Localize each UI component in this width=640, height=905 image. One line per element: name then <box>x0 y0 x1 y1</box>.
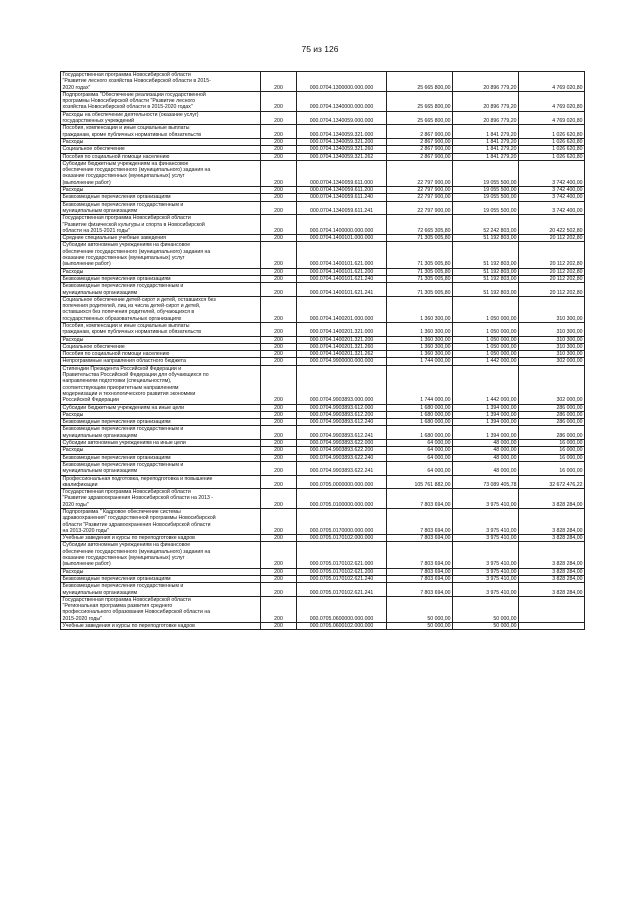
table-row <box>61 187 585 194</box>
cell-expense-name: Безвозмездные перечисления организациям <box>61 194 261 201</box>
cell-expense-name: Безвозмездные перечисления организациям <box>61 419 261 426</box>
cell-approved-amount: 25 665 800,00 <box>387 111 453 125</box>
cell-admin-code: 200 <box>261 153 297 160</box>
cell-approved-amount: 64 000,00 <box>387 447 453 454</box>
cell-remaining-amount: 1 026 620,80 <box>519 138 585 145</box>
cell-executed-amount: 1 394 000,00 <box>453 411 519 418</box>
cell-admin-code: 200 <box>261 542 297 568</box>
cell-approved-amount: 7 803 694,00 <box>387 575 453 582</box>
cell-remaining-amount: 3 828 284,00 <box>519 575 585 582</box>
cell-approved-amount: 71 305 005,80 <box>387 268 453 275</box>
cell-classification-code: 000.0704.9903893.612.200 <box>297 411 387 418</box>
cell-expense-name: Субсидии автономным учреждениям на финансовое обеспечение государственного (муниципального) задания на оказание государственных (муниципальных) услуг (выполнение работ) <box>61 242 261 268</box>
cell-executed-amount: 3 975 410,00 <box>453 568 519 575</box>
cell-classification-code: 000.0705.0600102.000.000 <box>297 623 387 630</box>
cell-approved-amount: 22 797 900,00 <box>387 201 453 215</box>
cell-admin-code: 200 <box>261 419 297 426</box>
cell-classification-code: 000.0704.1340059.611.000 <box>297 160 387 186</box>
table-row <box>61 283 585 297</box>
cell-classification-code: 000.0704.1340059.321.200 <box>297 138 387 145</box>
cell-classification-code: 000.0705.0100000.000.000 <box>297 489 387 509</box>
cell-executed-amount: 3 975 410,00 <box>453 575 519 582</box>
cell-remaining-amount: 1 026 620,80 <box>519 153 585 160</box>
table-row <box>61 542 585 568</box>
cell-executed-amount: 48 000,00 <box>453 461 519 475</box>
cell-admin-code: 200 <box>261 454 297 461</box>
cell-classification-code: 000.0704.1400101.621.200 <box>297 268 387 275</box>
cell-executed-amount: 51 192 803,00 <box>453 268 519 275</box>
cell-classification-code: 000.0704.1340059.000.000 <box>297 111 387 125</box>
cell-executed-amount: 1 394 000,00 <box>453 419 519 426</box>
cell-admin-code: 200 <box>261 426 297 440</box>
cell-remaining-amount: 3 828 284,00 <box>519 489 585 509</box>
table-row <box>61 509 585 535</box>
cell-admin-code: 200 <box>261 351 297 358</box>
cell-expense-name: Пособия по социальной помощи населению <box>61 153 261 160</box>
cell-classification-code: 000.0704.1400101.621.241 <box>297 283 387 297</box>
cell-executed-amount: 20 896 779,20 <box>453 111 519 125</box>
cell-admin-code: 200 <box>261 187 297 194</box>
table-row <box>61 404 585 411</box>
cell-approved-amount: 105 761 882,00 <box>387 475 453 489</box>
cell-expense-name: Субсидии автономным учреждениям на финансовое обеспечение государственного (муниципального) задания на оказание государственных (муниципальных) услуг (выполнение работ) <box>61 542 261 568</box>
cell-classification-code: 000.0704.1400201.000.000 <box>297 296 387 322</box>
cell-approved-amount: 7 803 694,00 <box>387 542 453 568</box>
table-row <box>61 623 585 630</box>
cell-expense-name: Безвозмездные перечисления организациям <box>61 454 261 461</box>
cell-classification-code: 000.0704.1400101.621.240 <box>297 275 387 282</box>
cell-executed-amount: 51 192 803,00 <box>453 275 519 282</box>
cell-executed-amount: 51 192 803,00 <box>453 235 519 242</box>
cell-expense-name: Безвозмездные перечисления государственным и муниципальным организациям <box>61 426 261 440</box>
cell-executed-amount: 1 394 000,00 <box>453 426 519 440</box>
table-row <box>61 336 585 343</box>
cell-executed-amount: 1 050 000,00 <box>453 343 519 350</box>
cell-remaining-amount: 3 828 284,00 <box>519 509 585 535</box>
cell-classification-code: 000.0704.1400201.321.200 <box>297 336 387 343</box>
cell-expense-name: Подпрограмма " Кадровое обеспечение системы здравоохранения" государственной программы Новосибирской области "Развитие здравоохранения Новосибирской области на 2013-2020 годы" <box>61 509 261 535</box>
cell-expense-name: Государственная программа Новосибирской области "Развитие здравоохранения Новосибирской области на 2013 - 2020 годы" <box>61 489 261 509</box>
cell-expense-name: Субсидии автономным учреждениям на иные цели <box>61 440 261 447</box>
cell-admin-code: 200 <box>261 475 297 489</box>
cell-classification-code: 000.0704.1340059.611.241 <box>297 201 387 215</box>
cell-approved-amount: 71 305 005,80 <box>387 275 453 282</box>
cell-admin-code: 200 <box>261 509 297 535</box>
cell-classification-code: 000.0704.9900000.000.000 <box>297 358 387 365</box>
cell-remaining-amount: 310 300,00 <box>519 322 585 336</box>
cell-expense-name: Субсидии бюджетным учреждениям на иные цели <box>61 404 261 411</box>
cell-approved-amount: 7 803 694,00 <box>387 583 453 597</box>
cell-approved-amount: 71 305 005,80 <box>387 235 453 242</box>
cell-classification-code: 000.0704.9903893.000.000 <box>297 365 387 404</box>
cell-admin-code: 200 <box>261 283 297 297</box>
cell-approved-amount: 25 665 800,00 <box>387 72 453 92</box>
table-row <box>61 111 585 125</box>
table-row <box>61 322 585 336</box>
cell-remaining-amount: 1 026 620,80 <box>519 125 585 139</box>
cell-expense-name: Расходы на обеспечение деятельности (оказание услуг) государственных учреждений <box>61 111 261 125</box>
cell-admin-code: 200 <box>261 461 297 475</box>
table-row <box>61 138 585 145</box>
cell-remaining-amount: 20 422 502,80 <box>519 215 585 235</box>
cell-executed-amount: 52 242 803,00 <box>453 215 519 235</box>
cell-classification-code: 000.0704.1400201.321.262 <box>297 351 387 358</box>
cell-admin-code: 200 <box>261 91 297 111</box>
cell-expense-name: Учебные заведения и курсы по переподготовке кадров <box>61 623 261 630</box>
cell-classification-code: 000.0704.9903893.622.200 <box>297 447 387 454</box>
cell-expense-name: Безвозмездные перечисления государственным и муниципальным организациям <box>61 461 261 475</box>
cell-executed-amount: 20 896 779,20 <box>453 72 519 92</box>
table-row <box>61 365 585 404</box>
cell-expense-name: Пособия по социальной помощи населению <box>61 351 261 358</box>
cell-executed-amount: 19 055 500,00 <box>453 201 519 215</box>
cell-classification-code: 000.0704.1340059.611.200 <box>297 187 387 194</box>
cell-expense-name: Расходы <box>61 268 261 275</box>
cell-executed-amount: 1 050 000,00 <box>453 296 519 322</box>
table-row <box>61 489 585 509</box>
cell-expense-name: Социальное обеспечение <box>61 343 261 350</box>
cell-executed-amount: 1 050 000,00 <box>453 322 519 336</box>
cell-approved-amount: 7 803 694,00 <box>387 568 453 575</box>
cell-approved-amount: 1 744 000,00 <box>387 365 453 404</box>
cell-executed-amount: 50 000,00 <box>453 623 519 630</box>
table-row <box>61 568 585 575</box>
cell-remaining-amount: 16 000,00 <box>519 454 585 461</box>
cell-executed-amount: 1 394 000,00 <box>453 404 519 411</box>
cell-classification-code: 000.0705.0170102.000.000 <box>297 535 387 542</box>
cell-classification-code: 000.0704.1340059.321.000 <box>297 125 387 139</box>
cell-admin-code: 200 <box>261 411 297 418</box>
cell-expense-name: Подпрограмма "Обеспечение реализации государственной программы Новосибирской области "Развитие лесного хозяйства Новосибирской области в 2015-2020 годах" <box>61 91 261 111</box>
cell-expense-name: Государственная программа Новосибирской области "Развитие лесного хозяйства Новосибирской области в 2015- 2020 годах" <box>61 72 261 92</box>
page-number: 75 из 126 <box>301 44 339 54</box>
cell-approved-amount: 1 680 000,00 <box>387 419 453 426</box>
cell-classification-code: 000.0704.1340059.321.262 <box>297 153 387 160</box>
cell-classification-code: 000.0705.0000000.000.000 <box>297 475 387 489</box>
cell-approved-amount: 1 360 300,00 <box>387 322 453 336</box>
cell-approved-amount: 2 867 900,00 <box>387 146 453 153</box>
cell-remaining-amount: 310 300,00 <box>519 296 585 322</box>
cell-executed-amount: 19 055 500,00 <box>453 160 519 186</box>
table-row <box>61 201 585 215</box>
cell-expense-name: Социальное обеспечение <box>61 146 261 153</box>
table-row <box>61 447 585 454</box>
cell-remaining-amount: 3 828 284,00 <box>519 568 585 575</box>
cell-admin-code: 200 <box>261 138 297 145</box>
cell-approved-amount: 22 797 900,00 <box>387 194 453 201</box>
cell-classification-code: 000.0705.0170102.621.240 <box>297 575 387 582</box>
cell-admin-code: 200 <box>261 322 297 336</box>
cell-remaining-amount: 3 742 400,00 <box>519 160 585 186</box>
cell-expense-name: Расходы <box>61 447 261 454</box>
table-row <box>61 125 585 139</box>
cell-admin-code: 200 <box>261 242 297 268</box>
cell-expense-name: Расходы <box>61 411 261 418</box>
cell-admin-code: 200 <box>261 583 297 597</box>
cell-admin-code: 200 <box>261 623 297 630</box>
cell-approved-amount: 64 000,00 <box>387 454 453 461</box>
cell-remaining-amount <box>519 596 585 622</box>
cell-admin-code: 200 <box>261 358 297 365</box>
cell-approved-amount: 22 797 900,00 <box>387 187 453 194</box>
table-row <box>61 583 585 597</box>
cell-remaining-amount: 4 769 020,80 <box>519 72 585 92</box>
budget-table-body <box>61 72 585 630</box>
cell-classification-code: 000.0704.9903893.622.241 <box>297 461 387 475</box>
cell-executed-amount: 1 841 279,20 <box>453 125 519 139</box>
cell-remaining-amount: 16 000,00 <box>519 461 585 475</box>
cell-admin-code: 200 <box>261 72 297 92</box>
cell-approved-amount: 1 360 300,00 <box>387 343 453 350</box>
cell-classification-code: 000.0705.0170000.000.000 <box>297 509 387 535</box>
cell-executed-amount: 19 055 500,00 <box>453 187 519 194</box>
cell-remaining-amount: 1 026 620,80 <box>519 146 585 153</box>
cell-approved-amount: 7 803 694,00 <box>387 509 453 535</box>
cell-expense-name: Безвозмездные перечисления организациям <box>61 275 261 282</box>
cell-remaining-amount: 286 000,00 <box>519 404 585 411</box>
cell-admin-code: 200 <box>261 146 297 153</box>
cell-approved-amount: 64 000,00 <box>387 461 453 475</box>
cell-executed-amount: 1 050 000,00 <box>453 351 519 358</box>
cell-approved-amount: 50 000,00 <box>387 623 453 630</box>
cell-remaining-amount: 302 000,00 <box>519 358 585 365</box>
cell-approved-amount: 2 867 900,00 <box>387 125 453 139</box>
cell-approved-amount: 1 360 300,00 <box>387 336 453 343</box>
cell-executed-amount: 3 975 410,00 <box>453 535 519 542</box>
cell-classification-code: 000.0705.0170102.621.200 <box>297 568 387 575</box>
table-row <box>61 440 585 447</box>
cell-classification-code: 000.0705.0170102.621.000 <box>297 542 387 568</box>
cell-executed-amount: 50 000,00 <box>453 596 519 622</box>
cell-admin-code: 200 <box>261 440 297 447</box>
cell-executed-amount: 20 896 779,20 <box>453 91 519 111</box>
cell-remaining-amount: 3 828 284,00 <box>519 542 585 568</box>
cell-admin-code: 200 <box>261 275 297 282</box>
cell-classification-code: 000.0704.1400000.000.000 <box>297 215 387 235</box>
cell-remaining-amount: 32 672 476,22 <box>519 475 585 489</box>
cell-remaining-amount: 310 300,00 <box>519 343 585 350</box>
cell-admin-code: 200 <box>261 111 297 125</box>
cell-classification-code: 000.0704.1300000.000.000 <box>297 72 387 92</box>
table-row <box>61 426 585 440</box>
table-row <box>61 194 585 201</box>
cell-admin-code: 200 <box>261 365 297 404</box>
cell-remaining-amount: 3 828 284,00 <box>519 535 585 542</box>
table-row <box>61 160 585 186</box>
cell-remaining-amount <box>519 623 585 630</box>
cell-remaining-amount: 20 112 202,80 <box>519 235 585 242</box>
table-row <box>61 575 585 582</box>
cell-admin-code: 200 <box>261 535 297 542</box>
cell-classification-code: 000.0704.1340000.000.000 <box>297 91 387 111</box>
cell-remaining-amount: 3 742 400,00 <box>519 187 585 194</box>
cell-remaining-amount: 20 112 202,80 <box>519 242 585 268</box>
cell-expense-name: Социальное обеспечение детей-сирот и детей, оставшихся без попечения родителей, лиц из числа детей-сирот и детей, оставшихся без попечения родителей, обучающихся в государственных образовательных организациях <box>61 296 261 322</box>
cell-expense-name: Безвозмездные перечисления государственным и муниципальным организациям <box>61 201 261 215</box>
cell-expense-name: Пособия, компенсации и иные социальные выплаты гражданам, кроме публичных нормативных обязательств <box>61 322 261 336</box>
cell-approved-amount: 72 665 305,80 <box>387 215 453 235</box>
cell-executed-amount: 19 055 500,00 <box>453 194 519 201</box>
cell-classification-code: 000.0704.1400201.321.260 <box>297 343 387 350</box>
cell-classification-code: 000.0704.1400101.000.000 <box>297 235 387 242</box>
cell-executed-amount: 1 442 000,00 <box>453 358 519 365</box>
cell-admin-code: 200 <box>261 489 297 509</box>
cell-executed-amount: 1 841 279,20 <box>453 153 519 160</box>
cell-executed-amount: 3 975 410,00 <box>453 509 519 535</box>
cell-admin-code: 200 <box>261 343 297 350</box>
cell-classification-code: 000.0704.1400201.321.000 <box>297 322 387 336</box>
cell-approved-amount: 25 665 800,00 <box>387 91 453 111</box>
cell-approved-amount: 7 803 694,00 <box>387 535 453 542</box>
cell-admin-code: 200 <box>261 125 297 139</box>
cell-admin-code: 200 <box>261 447 297 454</box>
table-row <box>61 275 585 282</box>
cell-approved-amount: 71 305 005,80 <box>387 283 453 297</box>
cell-expense-name: Расходы <box>61 138 261 145</box>
cell-remaining-amount: 4 769 020,80 <box>519 91 585 111</box>
cell-executed-amount: 3 975 410,00 <box>453 583 519 597</box>
cell-executed-amount: 51 192 803,00 <box>453 283 519 297</box>
cell-approved-amount: 50 000,00 <box>387 596 453 622</box>
table-row <box>61 242 585 268</box>
cell-admin-code: 200 <box>261 575 297 582</box>
cell-expense-name: Расходы <box>61 187 261 194</box>
cell-admin-code: 200 <box>261 235 297 242</box>
cell-admin-code: 200 <box>261 568 297 575</box>
cell-approved-amount: 7 803 694,00 <box>387 489 453 509</box>
cell-executed-amount: 73 089 405,78 <box>453 475 519 489</box>
cell-approved-amount: 1 680 000,00 <box>387 411 453 418</box>
table-row <box>61 153 585 160</box>
cell-classification-code: 000.0704.1340059.611.240 <box>297 194 387 201</box>
cell-expense-name: Безвозмездные перечисления государственным и муниципальным организациям <box>61 283 261 297</box>
cell-approved-amount: 22 797 900,00 <box>387 160 453 186</box>
cell-executed-amount: 48 000,00 <box>453 440 519 447</box>
cell-executed-amount: 3 975 410,00 <box>453 542 519 568</box>
cell-admin-code: 200 <box>261 296 297 322</box>
table-row <box>61 146 585 153</box>
table-row <box>61 596 585 622</box>
cell-expense-name: Стипендии Президента Российской Федерации и Правительства Российской Федерации для обучающихся по направлениям подготовки (специальностям), соответствующим приоритетным направлениям модернизации и технологического развития экономики Российской Федерации <box>61 365 261 404</box>
table-row <box>61 419 585 426</box>
table-row <box>61 91 585 111</box>
table-row <box>61 235 585 242</box>
cell-classification-code: 000.0704.9903893.612.240 <box>297 419 387 426</box>
cell-approved-amount: 1 680 000,00 <box>387 404 453 411</box>
cell-expense-name: Пособия, компенсации и иные социальные выплаты гражданам, кроме публичных нормативных обязательств <box>61 125 261 139</box>
cell-remaining-amount: 310 300,00 <box>519 336 585 343</box>
cell-approved-amount: 1 744 000,00 <box>387 358 453 365</box>
table-row <box>61 268 585 275</box>
cell-expense-name: Расходы <box>61 568 261 575</box>
cell-remaining-amount: 16 000,00 <box>519 440 585 447</box>
cell-expense-name: Субсидии бюджетным учреждениям на финансовое обеспечение государственного (муниципального) задания на оказание государственных (муниципальных) услуг (выполнение работ) <box>61 160 261 186</box>
cell-remaining-amount: 286 000,00 <box>519 419 585 426</box>
cell-remaining-amount: 16 000,00 <box>519 447 585 454</box>
cell-remaining-amount: 3 828 284,00 <box>519 583 585 597</box>
cell-expense-name: Непрограммные направления областного бюджета <box>61 358 261 365</box>
cell-approved-amount: 64 000,00 <box>387 440 453 447</box>
cell-classification-code: 000.0704.9903893.612.241 <box>297 426 387 440</box>
cell-remaining-amount: 20 112 202,80 <box>519 283 585 297</box>
budget-table <box>60 71 585 630</box>
cell-executed-amount: 3 975 410,00 <box>453 489 519 509</box>
cell-expense-name: Безвозмездные перечисления государственным и муниципальным организациям <box>61 583 261 597</box>
cell-approved-amount: 2 867 900,00 <box>387 153 453 160</box>
cell-executed-amount: 1 442 000,00 <box>453 365 519 404</box>
cell-remaining-amount: 302 000,00 <box>519 365 585 404</box>
cell-remaining-amount: 286 000,00 <box>519 426 585 440</box>
cell-executed-amount: 48 000,00 <box>453 447 519 454</box>
cell-remaining-amount: 286 000,00 <box>519 411 585 418</box>
cell-admin-code: 200 <box>261 194 297 201</box>
cell-executed-amount: 1 050 000,00 <box>453 336 519 343</box>
cell-expense-name: Учебные заведения и курсы по переподготовке кадров <box>61 535 261 542</box>
cell-classification-code: 000.0705.0170102.621.241 <box>297 583 387 597</box>
cell-executed-amount: 48 000,00 <box>453 454 519 461</box>
cell-remaining-amount: 3 742 400,00 <box>519 194 585 201</box>
cell-admin-code: 200 <box>261 215 297 235</box>
cell-executed-amount: 1 841 279,20 <box>453 146 519 153</box>
cell-classification-code: 000.0704.9903893.622.000 <box>297 440 387 447</box>
table-row <box>61 351 585 358</box>
cell-remaining-amount: 4 769 020,80 <box>519 111 585 125</box>
table-row <box>61 535 585 542</box>
cell-expense-name: Расходы <box>61 336 261 343</box>
cell-executed-amount: 1 841 279,20 <box>453 138 519 145</box>
cell-expense-name: Профессиональная подготовка, переподготовка и повышение квалификации <box>61 475 261 489</box>
table-row <box>61 215 585 235</box>
cell-admin-code: 200 <box>261 268 297 275</box>
cell-admin-code: 200 <box>261 201 297 215</box>
cell-expense-name: Государственная программа Новосибирской области "Развитие физической культуры и спорта в Новосибирской области на 2015-2021 годы" <box>61 215 261 235</box>
cell-admin-code: 200 <box>261 596 297 622</box>
table-row <box>61 296 585 322</box>
cell-classification-code: 000.0705.0600000.000.000 <box>297 596 387 622</box>
cell-admin-code: 200 <box>261 160 297 186</box>
cell-approved-amount: 1 360 300,00 <box>387 351 453 358</box>
cell-remaining-amount: 3 742 400,00 <box>519 201 585 215</box>
table-row <box>61 72 585 92</box>
table-row <box>61 475 585 489</box>
cell-classification-code: 000.0704.1340059.321.260 <box>297 146 387 153</box>
cell-classification-code: 000.0704.9903893.612.000 <box>297 404 387 411</box>
cell-expense-name: Безвозмездные перечисления организациям <box>61 575 261 582</box>
cell-remaining-amount: 20 112 202,80 <box>519 268 585 275</box>
cell-approved-amount: 1 680 000,00 <box>387 426 453 440</box>
cell-approved-amount: 71 305 005,80 <box>387 242 453 268</box>
table-row <box>61 343 585 350</box>
cell-approved-amount: 1 360 300,00 <box>387 296 453 322</box>
cell-remaining-amount: 20 112 202,80 <box>519 275 585 282</box>
cell-classification-code: 000.0704.9903893.622.240 <box>297 454 387 461</box>
cell-executed-amount: 51 192 803,00 <box>453 242 519 268</box>
table-row <box>61 411 585 418</box>
cell-admin-code: 200 <box>261 336 297 343</box>
cell-remaining-amount: 310 300,00 <box>519 351 585 358</box>
cell-admin-code: 200 <box>261 404 297 411</box>
cell-approved-amount: 2 867 900,00 <box>387 138 453 145</box>
table-row <box>61 454 585 461</box>
cell-expense-name: Государственная программа Новосибирской области "Региональная программа развития среднего профессионального образования Новосибирской области на 2015-2020 годы" <box>61 596 261 622</box>
cell-expense-name: Средние специальные учебные заведения <box>61 235 261 242</box>
table-row <box>61 358 585 365</box>
table-row <box>61 461 585 475</box>
cell-classification-code: 000.0704.1400101.621.000 <box>297 242 387 268</box>
